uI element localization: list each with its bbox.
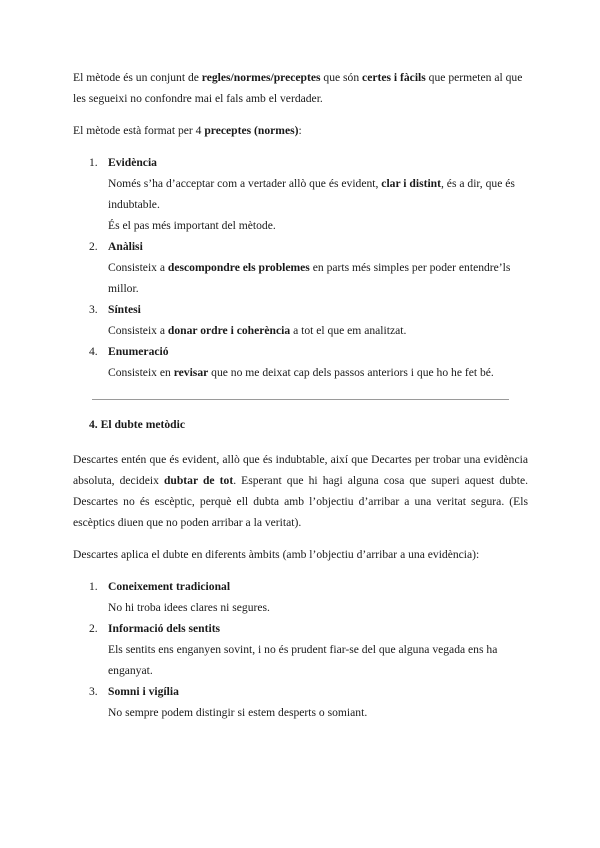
text-run: El mètode està format per 4 [73, 124, 205, 137]
doubt-area-item [73, 681, 528, 723]
precept-title: Enumeració [108, 345, 169, 358]
doubt-area-item [73, 618, 528, 681]
precept-title: Evidència [108, 156, 157, 169]
text-run: a tot el que em analitzat. [290, 324, 407, 337]
text-run: , és a dir, que és indubtable. [108, 177, 515, 211]
list-number: 2. [89, 240, 98, 253]
list-number: 1. [89, 580, 98, 593]
text-run: que permeten al que les segueixi no confondre mai el fals amb el verdader. [73, 71, 523, 105]
bold-term: donar ordre i coherència [167, 324, 291, 337]
doubt-area-item [73, 576, 528, 618]
section-heading: 4. El dubte metòdic [89, 418, 185, 431]
list-number: 4. [89, 345, 98, 358]
intro-paragraph [73, 67, 528, 109]
text-run: Només s’ha d’acceptar com a vertader allò que és evident, [108, 177, 382, 190]
area-description: Els sentits ens enganyen sovint, i no és prudent fiar-se del que alguna vegada ens ha enganyat. [108, 643, 498, 677]
area-title: Informació dels sentits [108, 622, 221, 635]
precept-title: Síntesi [108, 303, 141, 316]
doubt-areas-list [73, 576, 528, 723]
precept-description [108, 320, 528, 341]
precept-item [73, 299, 528, 341]
bold-term: descompondre els problemes [167, 261, 310, 274]
precepts-intro [73, 120, 528, 141]
text-run: en parts més simples per poder entendre’ls millor. [108, 261, 511, 295]
precept-note: És el pas més important del mètode. [108, 219, 276, 232]
list-number: 3. [89, 303, 98, 316]
text-run: : [298, 124, 302, 137]
text-run: que són [320, 71, 363, 84]
document-page [73, 67, 528, 723]
precepts-list [73, 152, 528, 383]
bold-term: dubtar de tot [163, 474, 234, 487]
text-run: Consisteix a [108, 324, 168, 337]
section-paragraph: Descartes aplica el dubte en diferents àmbits (amb l’objectiu d’arribar a una evidència): [73, 548, 480, 561]
bold-term: regles/normes/preceptes [201, 71, 321, 84]
text-run: Consisteix a [108, 261, 168, 274]
area-description: No sempre podem distingir si estem desperts o somiant. [108, 706, 368, 719]
list-number: 2. [89, 622, 98, 635]
precept-description [108, 173, 528, 215]
precept-title: Anàlisi [108, 240, 143, 253]
bold-term: revisar [173, 366, 209, 379]
list-number: 1. [89, 156, 98, 169]
text-run: que no me deixat cap dels passos anteriors i que ho he fet bé. [208, 366, 494, 379]
area-title: Somni i vigília [108, 685, 179, 698]
precept-item [73, 152, 528, 236]
list-number: 3. [89, 685, 98, 698]
bold-term: preceptes (normes) [204, 124, 299, 137]
bold-term: clar i distint [381, 177, 441, 190]
precept-item [73, 341, 528, 383]
precept-description [108, 362, 528, 383]
text-run: Consisteix en [108, 366, 174, 379]
text-run: El mètode és un conjunt de [73, 71, 202, 84]
precept-description [108, 257, 528, 299]
text-run: Descartes entén que és evident, allò que és indubtable, així que Decartes per trobar una evidència absoluta, decideix [73, 453, 528, 487]
text-run: . Esperant que hi hagi alguna cosa que superi aquest dubte. Descartes no és escèptic, perquè ell dubta amb l’objectiu d’arribar a una veritat segura. (Els escèptics diuen que no poden arribar a la veritat). [73, 474, 528, 529]
bold-term: certes i fàcils [362, 71, 426, 84]
section-paragraph [73, 449, 528, 533]
area-description: No hi troba idees clares ni segures. [108, 601, 270, 614]
area-title: Coneixement tradicional [108, 580, 231, 593]
precept-item [73, 236, 528, 299]
horizontal-divider [92, 399, 509, 400]
